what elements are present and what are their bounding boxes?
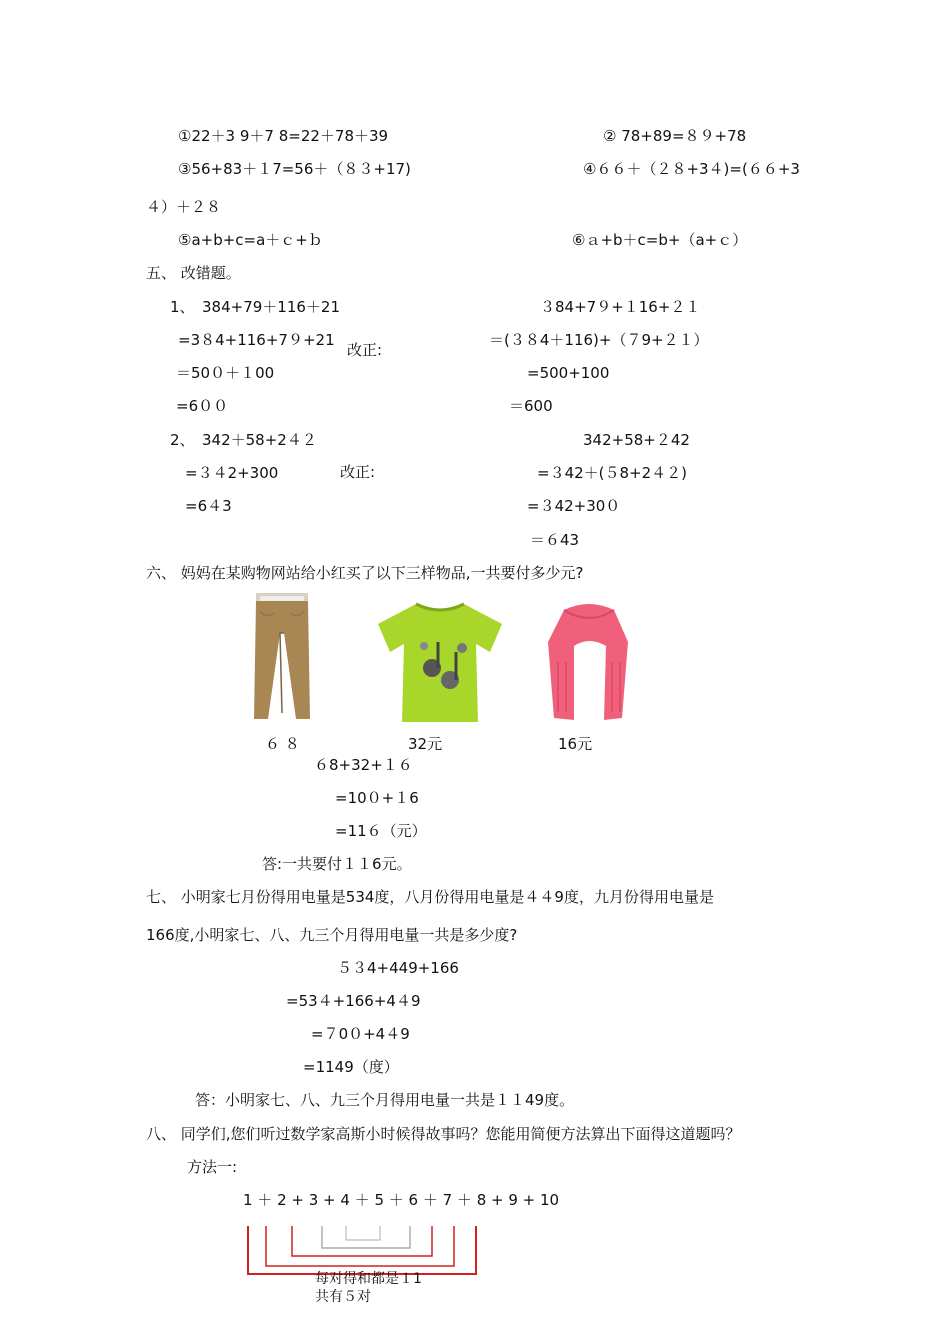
equation-4-continued: ４）＋２８ [146,198,222,216]
problem-1-right-line: ＝(３８4＋116)+（７9+２１） [489,331,709,349]
problem-1-wrong-line: =6００ [176,397,229,415]
section-7-heading-continued: 166度,小明家七、八、九三个月得用电量一共是多少度? [146,926,518,944]
problem-2-wrong-line: =３４2+300 [185,464,279,482]
section-8-heading: 八、 同学们,您们听过数学家高斯小时候得故事吗？您能用简便方法算出下面得这道题吗？ [146,1125,741,1143]
equation-2: ② 78+89=８９+78 [603,127,747,145]
pants-image [250,593,314,723]
scarf-price: 16元 [558,735,593,753]
equation-1: ①22＋3 9＋7 8=22＋78＋39 [178,127,389,145]
equation-3: ③56+83＋１7=56＋（８３+17) [178,160,411,178]
sum-expression: 1 ＋ 2 + 3 + 4 ＋ 5 ＋ 6 ＋ 7 ＋ 8 + 9 + 10 [243,1191,560,1209]
problem-1-wrong-line: ＝50０＋１00 [176,364,275,382]
pair-sum-note: 每对得和都是１1 [315,1271,422,1287]
correction-label: 改正: [340,463,376,481]
answer: 答:一共要付１１6元。 [262,855,412,873]
calculation-line: =53４+166+4４9 [286,992,421,1010]
equation-6: ⑥ａ+b＋c=b+（a+ｃ） [572,231,748,249]
problem-1-right-line: ＝600 [509,397,553,415]
problem-2-right-line: ＝６43 [530,531,580,549]
calculation-line: =11６（元） [335,822,427,840]
problem-1-right-line: ３84+7９+１16+２１ [540,298,701,316]
calculation-line: =７0０+4４9 [311,1025,410,1043]
correction-label: 改正: [347,341,383,359]
problem-2-wrong-line: =6４3 [185,497,232,515]
calculation-line: ５３4+449+166 [337,959,459,977]
pair-count-note: 共有５对 [315,1289,371,1305]
calculation-line: =10０+１6 [335,789,419,807]
section-7-heading: 七、 小明家七月份得用电量是534度，八月份得用电量是４４9度，九月份得用电量是 [146,888,714,906]
problem-1-wrong-line: =3８4+116+7９+21 [178,331,335,349]
problem-2-right-line: =３42＋(５8+2４２) [537,464,688,482]
equation-4: ④６６＋（２８+3４)=(６６+3 [583,160,800,178]
scarf-image [544,602,634,724]
method-label: 方法一: [187,1158,238,1176]
equation-5: ⑤a+b+c=a＋ｃ+ｂ [178,231,323,249]
problem-2-right-line: 342+58+２42 [583,431,690,449]
problem-1-wrong-line: 384+79＋116＋21 [202,298,341,316]
calculation-line: =1149（度） [303,1058,399,1076]
answer: 答：小明家七、八、九三个月得用电量一共是１１49度。 [195,1091,575,1109]
pants-price: ６ ８ [265,735,300,753]
calculation-line: ６8+32+１６ [314,756,413,774]
problem-1-number: 1、 [170,298,195,316]
section-6-heading: 六、 妈妈在某购物网站给小红买了以下三样物品,一共要付多少元? [146,564,584,582]
tshirt-price: 32元 [408,735,443,753]
problem-1-right-line: =500+100 [527,364,610,382]
problem-2-wrong-line: 342＋58+2４２ [202,431,317,449]
problem-2-number: 2、 [170,431,195,449]
problem-2-right-line: =３42+30０ [527,497,621,515]
section-5-heading: 五、 改错题。 [146,264,241,282]
tshirt-image [376,602,504,724]
